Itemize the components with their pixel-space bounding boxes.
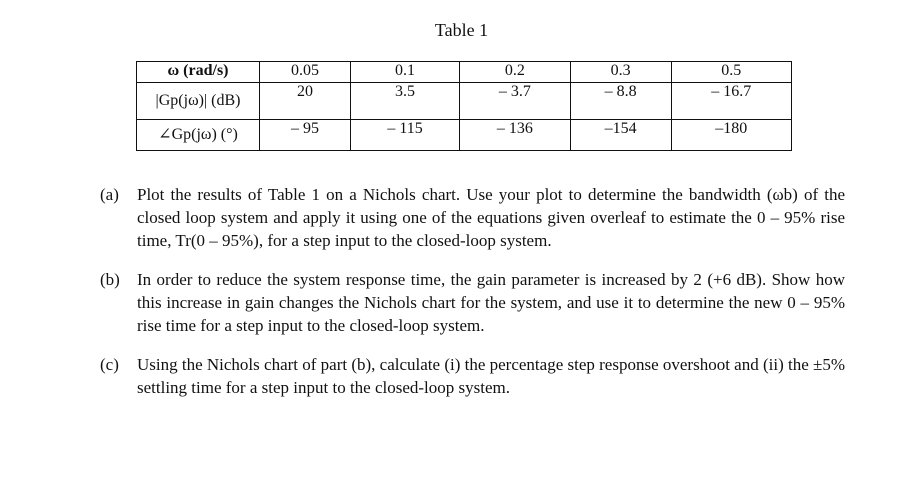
omega-cell: 0.5 [671, 62, 791, 83]
question-item [100, 353, 845, 399]
row-label-magnitude: |Gp(jω)| (dB) [137, 83, 260, 120]
phase-cell: – 136 [460, 120, 571, 151]
phase-cell: –180 [671, 120, 791, 151]
question-text: In order to reduce the system response time, the gain parameter is increased by 2 (+6 dB). Show how this increase in gain changes the Nichols chart for the system, and use it to determine the new 0 – 95% rise time for a step input to the closed-loop system. [137, 270, 845, 335]
phase-cell: – 95 [260, 120, 351, 151]
magnitude-cell: – 16.7 [671, 83, 791, 120]
question-item [100, 183, 845, 252]
omega-cell: 0.2 [460, 62, 571, 83]
table-row-omega [137, 62, 792, 83]
omega-cell: 0.1 [350, 62, 459, 83]
question-letter: (b) [100, 270, 120, 289]
magnitude-cell: 3.5 [350, 83, 459, 120]
magnitude-cell: – 3.7 [460, 83, 571, 120]
table-title: Table 1 [434, 20, 489, 40]
phase-cell: – 115 [350, 120, 459, 151]
magnitude-cell: 20 [260, 83, 351, 120]
question-text: Using the Nichols chart of part (b), calculate (i) the percentage step response overshoot and (ii) the ±5% settling time for a step input to the closed-loop system. [137, 355, 845, 397]
question-text: Plot the results of Table 1 on a Nichols chart. Use your plot to determine the bandwidth (ωb) of the closed loop system and apply it using one of the equations given overleaf to estimate the 0 – 95% rise time, Tr(0 – 95%), for a step input to the closed-loop system. [137, 185, 845, 250]
question-item [100, 268, 845, 337]
table-row-magnitude [137, 83, 792, 120]
magnitude-cell: – 8.8 [570, 83, 671, 120]
question-list [100, 183, 845, 415]
row-label-phase: ∠Gp(jω) (°) [137, 120, 260, 151]
row-label-omega: ω (rad/s) [137, 62, 260, 83]
omega-cell: 0.3 [570, 62, 671, 83]
omega-cell: 0.05 [260, 62, 351, 83]
question-letter: (c) [100, 355, 119, 374]
phase-cell: –154 [570, 120, 671, 151]
question-letter: (a) [100, 185, 119, 204]
frequency-response-table [136, 61, 792, 151]
table-row-phase [137, 120, 792, 151]
